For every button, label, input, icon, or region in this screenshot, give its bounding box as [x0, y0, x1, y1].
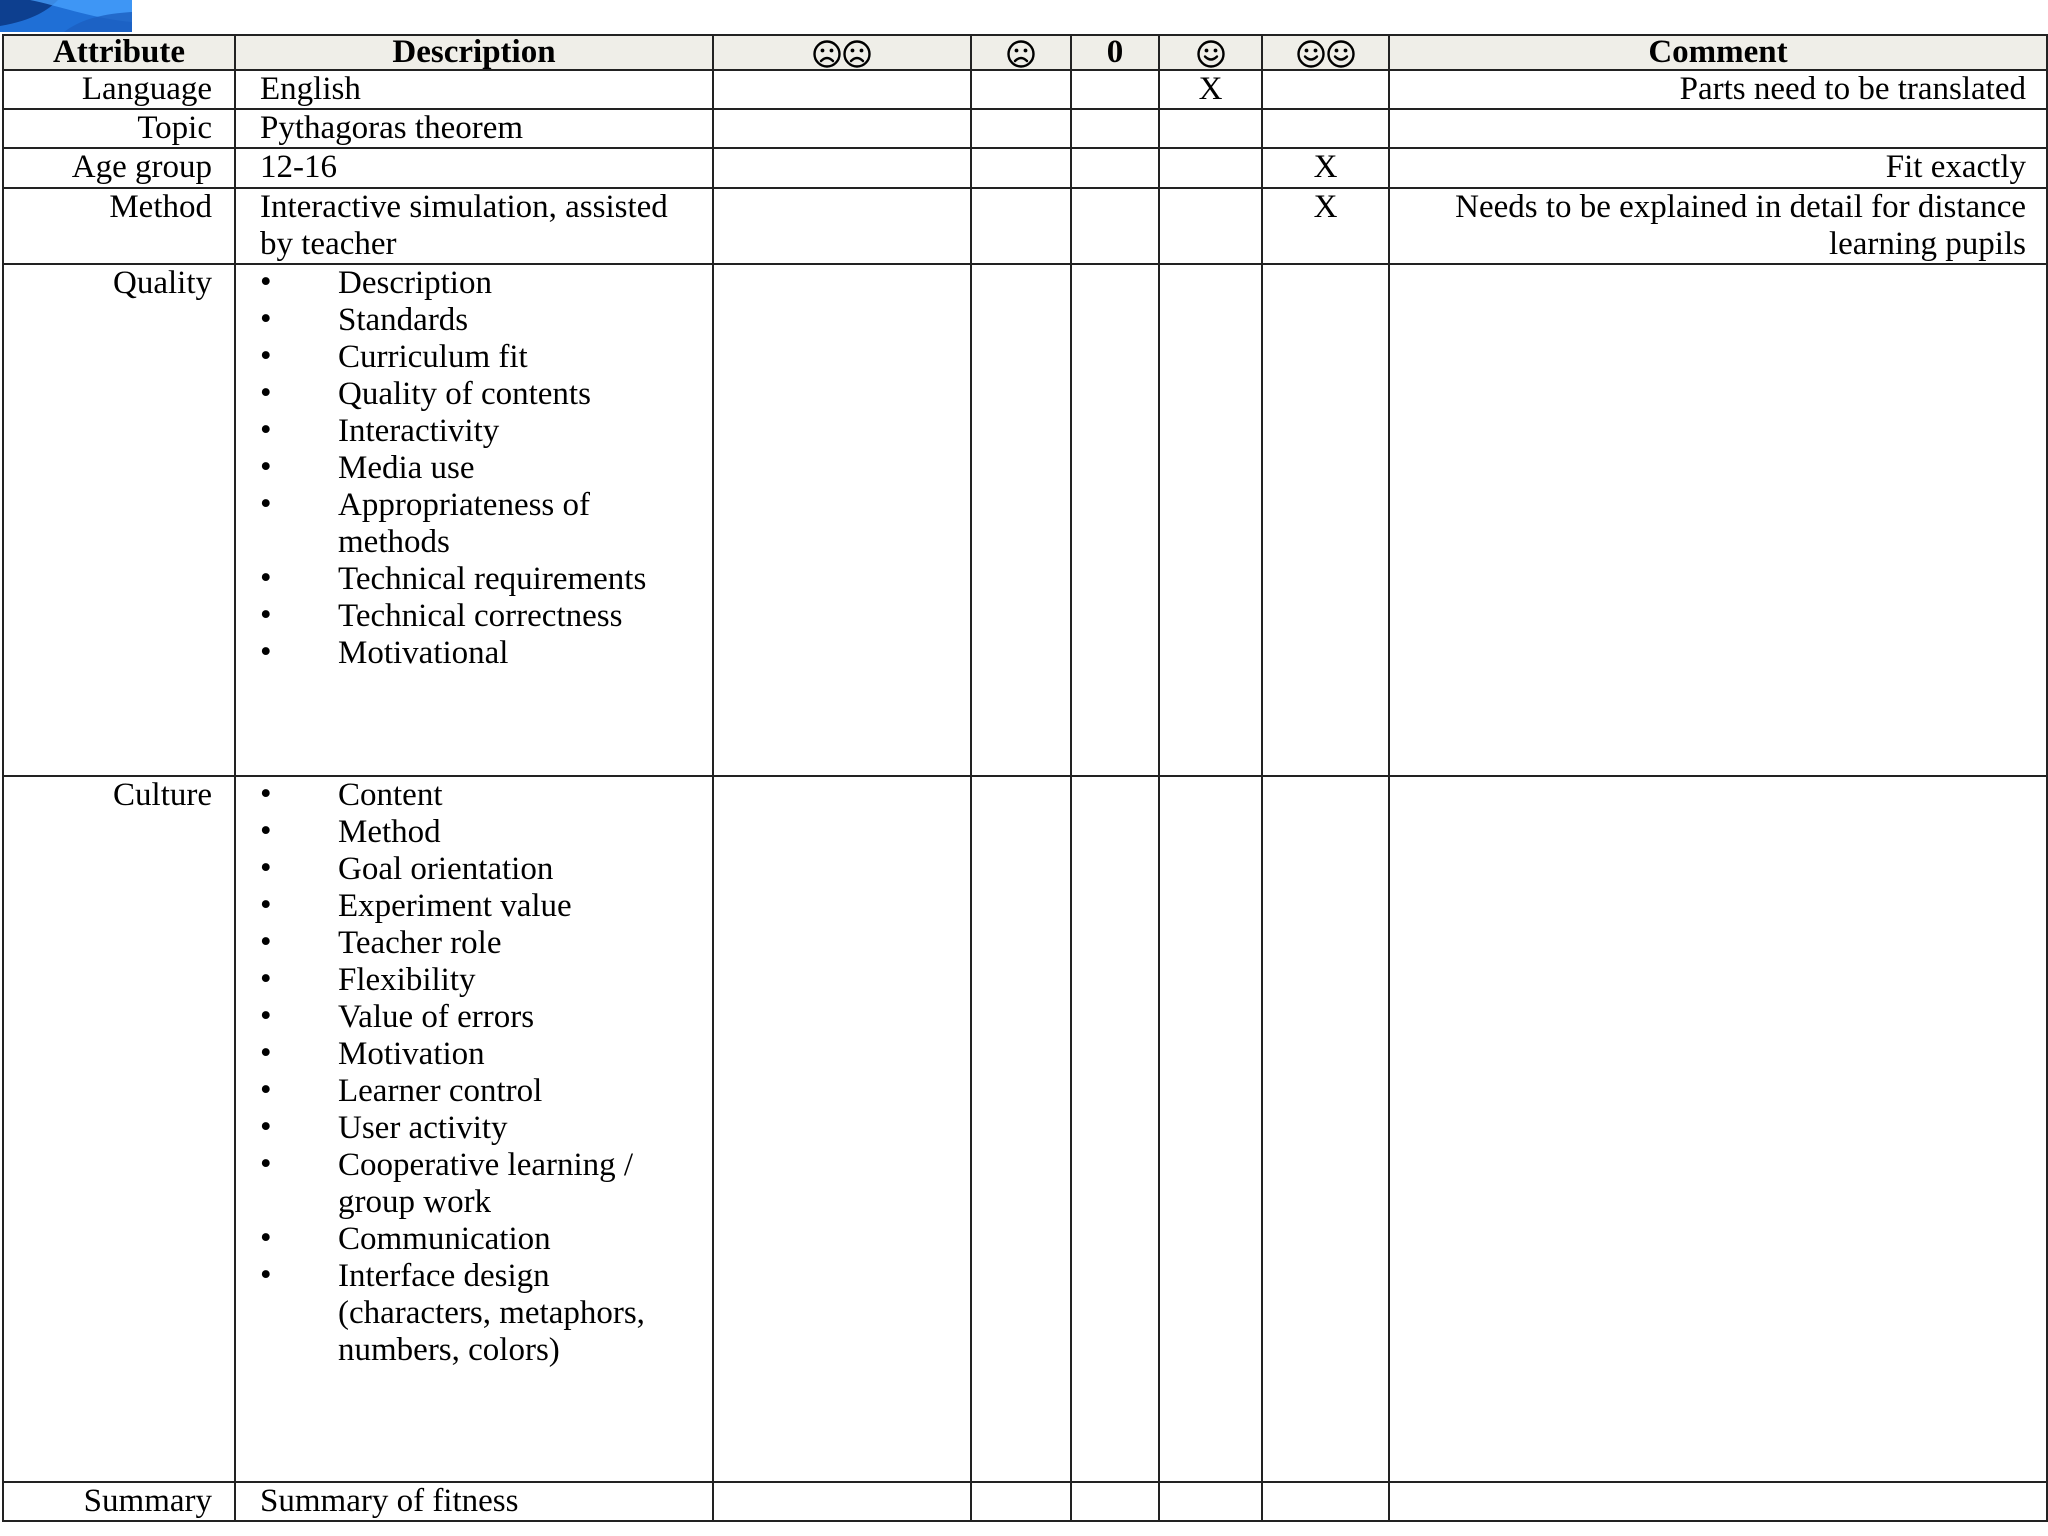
description-cell: Pythagoras theorem — [235, 109, 713, 148]
header-row — [3, 35, 2047, 70]
list-item-text: Teacher role — [338, 925, 502, 962]
sad-face-icon — [1006, 39, 1036, 69]
description-cell: English — [235, 70, 713, 109]
bullet-icon: • — [260, 1220, 272, 1257]
bullet-icon: • — [260, 411, 272, 448]
list-item — [260, 925, 704, 962]
score-cell-neutral — [1071, 70, 1159, 109]
bullet-icon: • — [260, 850, 272, 887]
quality-criteria-list — [260, 265, 704, 672]
list-item — [260, 598, 704, 635]
score-cell-positive — [1159, 188, 1262, 264]
list-item-text: Appropriateness of methods — [338, 486, 591, 560]
score-cell-positive — [1159, 148, 1262, 187]
score-cell-negative — [971, 188, 1071, 264]
score-cell-neutral — [1071, 1482, 1159, 1521]
attribute-cell: Topic — [3, 109, 235, 148]
score-cell-very-negative — [713, 188, 971, 264]
happy-face-icon — [1326, 39, 1356, 69]
score-cell-very-positive — [1262, 109, 1389, 148]
bullet-icon: • — [260, 559, 272, 596]
bullet-icon: • — [260, 263, 272, 300]
sad-face-icon — [812, 39, 842, 69]
list-item-text: Media use — [338, 449, 475, 486]
bullet-icon: • — [260, 998, 272, 1035]
score-cell-negative — [971, 264, 1071, 777]
list-item-text: Cooperative learning / group work — [338, 1147, 634, 1221]
bullet-icon: • — [260, 1109, 272, 1146]
bullet-icon: • — [260, 300, 272, 337]
score-cell-neutral — [1071, 148, 1159, 187]
list-item — [260, 777, 704, 814]
table-row-method — [3, 188, 2047, 264]
score-cell-positive — [1159, 776, 1262, 1482]
comment-cell — [1389, 109, 2047, 148]
attribute-cell: Summary — [3, 1482, 235, 1521]
list-item-text: User activity — [338, 1110, 508, 1147]
list-item-text: Description — [338, 264, 492, 301]
table-row-age-group — [3, 148, 2047, 187]
bullet-icon: • — [260, 485, 272, 522]
score-cell-positive — [1159, 1482, 1262, 1521]
bullet-icon: • — [260, 337, 272, 374]
score-cell-positive — [1159, 264, 1262, 777]
comment-cell: Parts need to be translated — [1389, 70, 2047, 109]
score-header-very-positive — [1262, 35, 1389, 70]
list-item-text: Technical correctness — [338, 597, 623, 634]
score-header-neutral — [1071, 35, 1159, 70]
list-item — [260, 888, 704, 925]
list-item — [260, 1110, 704, 1147]
attribute-cell: Culture — [3, 776, 235, 1482]
attribute-cell: Quality — [3, 264, 235, 777]
score-cell-negative — [971, 776, 1071, 1482]
list-item — [260, 487, 704, 561]
list-item-text: Standards — [338, 301, 469, 338]
score-cell-very-positive — [1262, 70, 1389, 109]
comment-column-header: Comment — [1389, 35, 2047, 70]
list-item-text: Technical requirements — [338, 560, 647, 597]
happy-face-icon — [1296, 39, 1326, 69]
list-item — [260, 265, 704, 302]
attribute-column-header: Attribute — [3, 35, 235, 70]
score-cell-very-positive — [1262, 776, 1389, 1482]
list-item — [260, 1073, 704, 1110]
list-item — [260, 376, 704, 413]
score-cell-very-positive: X — [1262, 188, 1389, 264]
list-item — [260, 635, 704, 672]
score-cell-negative — [971, 148, 1071, 187]
score-cell-very-positive — [1262, 264, 1389, 777]
evaluation-table — [2, 34, 2048, 1522]
description-cell: 12-16 — [235, 148, 713, 187]
attribute-cell: Language — [3, 70, 235, 109]
score-header-negative — [971, 35, 1071, 70]
score-cell-neutral — [1071, 109, 1159, 148]
list-item — [260, 1036, 704, 1073]
list-item-text: Motivation — [338, 1036, 485, 1073]
list-item-text: Method — [338, 814, 441, 851]
list-item — [260, 413, 704, 450]
list-item-text: Learner control — [338, 1073, 543, 1110]
table-row-culture — [3, 776, 2047, 1482]
score-cell-very-negative — [713, 264, 971, 777]
happy-face-icon — [1196, 39, 1226, 69]
table-row-summary — [3, 1482, 2047, 1521]
score-cell-positive — [1159, 109, 1262, 148]
score-cell-very-negative — [713, 1482, 971, 1521]
list-item-text: Curriculum fit — [338, 338, 528, 375]
list-item — [260, 851, 704, 888]
description-cell: Interactive simulation, assisted by teacher — [235, 188, 713, 264]
table-row-topic — [3, 109, 2047, 148]
score-cell-positive: X — [1159, 70, 1262, 109]
list-item — [260, 561, 704, 598]
score-cell-neutral — [1071, 776, 1159, 1482]
score-header-very-negative — [713, 35, 971, 70]
list-item-text: Experiment value — [338, 888, 572, 925]
score-cell-very-positive: X — [1262, 148, 1389, 187]
bullet-icon: • — [260, 448, 272, 485]
list-item-text: Interactivity — [338, 412, 500, 449]
comment-cell: Fit exactly — [1389, 148, 2047, 187]
list-item-text: Quality of contents — [338, 375, 591, 412]
neutral-score-label: 0 — [1106, 34, 1124, 71]
list-item — [260, 1147, 704, 1221]
sad-face-icon — [842, 39, 872, 69]
comment-cell: Needs to be explained in detail for distance learning pupils — [1389, 188, 2047, 264]
table-row-language — [3, 70, 2047, 109]
bullet-icon: • — [260, 887, 272, 924]
list-item-text: Communication — [338, 1221, 551, 1258]
description-cell — [235, 776, 713, 1482]
bullet-icon: • — [260, 1257, 272, 1294]
list-item — [260, 1221, 704, 1258]
score-cell-very-negative — [713, 148, 971, 187]
attribute-cell: Method — [3, 188, 235, 264]
culture-criteria-list — [260, 777, 704, 1369]
description-column-header: Description — [235, 35, 713, 70]
bullet-icon: • — [260, 776, 272, 813]
description-cell — [235, 264, 713, 777]
bullet-icon: • — [260, 374, 272, 411]
score-header-positive — [1159, 35, 1262, 70]
list-item-text: Value of errors — [338, 999, 535, 1036]
bullet-icon: • — [260, 924, 272, 961]
bullet-icon: • — [260, 1035, 272, 1072]
comment-cell — [1389, 776, 2047, 1482]
list-item — [260, 1258, 704, 1369]
list-item-text: Interface design (characters, metaphors, numbers, colors) — [338, 1258, 645, 1369]
corner-logo-graphic — [0, 0, 132, 32]
list-item — [260, 450, 704, 487]
list-item — [260, 999, 704, 1036]
bullet-icon: • — [260, 1072, 272, 1109]
table-row-quality — [3, 264, 2047, 777]
score-cell-negative — [971, 109, 1071, 148]
list-item-text: Flexibility — [338, 962, 476, 999]
score-cell-neutral — [1071, 264, 1159, 777]
list-item-text: Goal orientation — [338, 851, 554, 888]
bullet-icon: • — [260, 1146, 272, 1183]
score-cell-very-negative — [713, 776, 971, 1482]
bullet-icon: • — [260, 633, 272, 670]
list-item-text: Content — [338, 777, 443, 814]
attribute-cell: Age group — [3, 148, 235, 187]
score-cell-negative — [971, 1482, 1071, 1521]
list-item-text: Motivational — [338, 634, 509, 671]
score-cell-very-negative — [713, 109, 971, 148]
description-cell: Summary of fitness — [235, 1482, 713, 1521]
score-cell-very-positive — [1262, 1482, 1389, 1521]
list-item — [260, 962, 704, 999]
bullet-icon: • — [260, 961, 272, 998]
comment-cell — [1389, 264, 2047, 777]
bullet-icon: • — [260, 813, 272, 850]
list-item — [260, 302, 704, 339]
score-cell-neutral — [1071, 188, 1159, 264]
list-item — [260, 814, 704, 851]
comment-cell — [1389, 1482, 2047, 1521]
bullet-icon: • — [260, 596, 272, 633]
score-cell-negative — [971, 70, 1071, 109]
list-item — [260, 339, 704, 376]
score-cell-very-negative — [713, 70, 971, 109]
